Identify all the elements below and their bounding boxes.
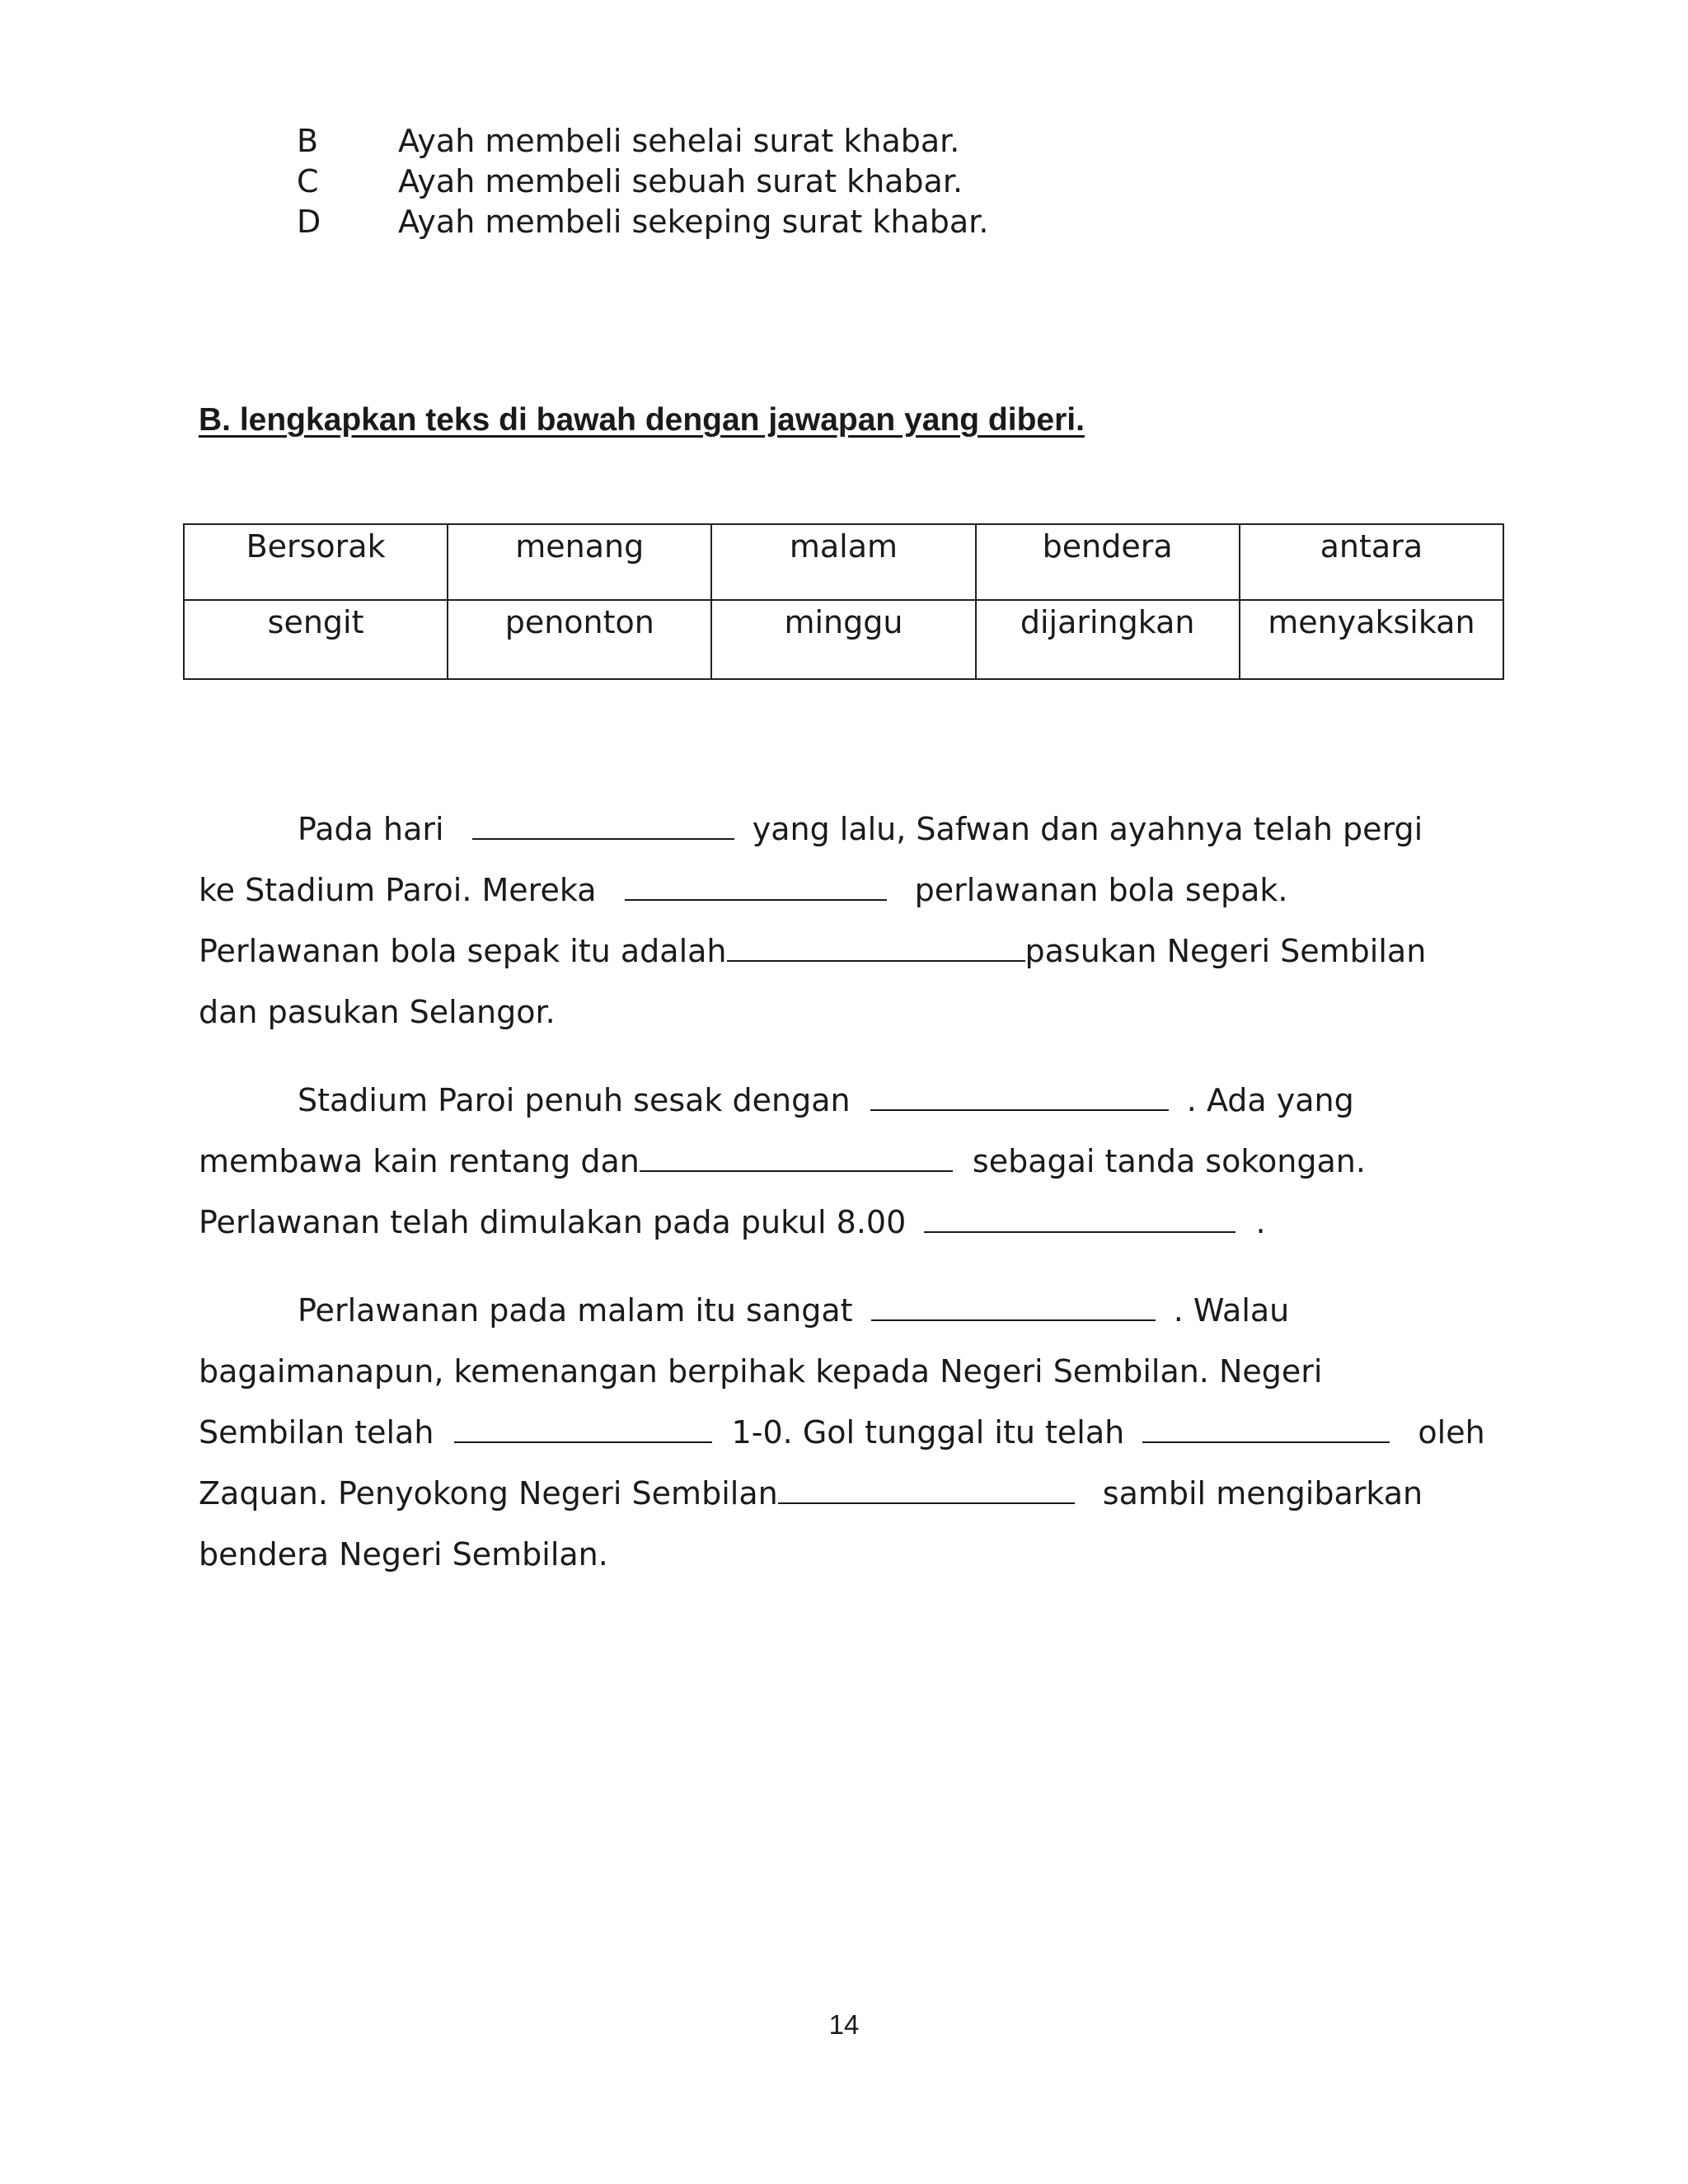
word-bank-cell: penonton (448, 600, 711, 679)
passage-line (199, 1192, 1517, 1253)
passage-line (199, 982, 1517, 1043)
passage-paragraph-2 (199, 1070, 1517, 1253)
passage-text: bagaimanapun, kemenangan berpihak kepada Negeri Sembilan. Negeri (199, 1353, 1323, 1390)
passage-line (199, 860, 1517, 921)
passage-text: sebagai tanda sokongan. (972, 1143, 1366, 1179)
passage-text: Stadium Paroi penuh sesak dengan (298, 1082, 851, 1118)
answer-blank[interactable] (1142, 1417, 1390, 1443)
passage-text: Perlawanan pada malam itu sangat (298, 1292, 853, 1329)
passage-text: . Ada yang (1186, 1082, 1354, 1118)
passage-text: Sembilan telah (199, 1414, 434, 1451)
word-bank-cell: menang (448, 524, 711, 600)
passage-text: . (1255, 1204, 1266, 1240)
answer-blank[interactable] (778, 1478, 1075, 1504)
passage-text: Perlawanan telah dimulakan pada pukul 8.00 (199, 1204, 907, 1240)
word-bank-cell: minggu (711, 600, 975, 679)
passage-text: membawa kain rentang dan (199, 1143, 640, 1179)
passage-line (199, 1524, 1517, 1585)
word-bank-cell: sengit (184, 600, 448, 679)
passage-text: ke Stadium Paroi. Mereka (199, 872, 597, 908)
passage-text: bendera Negeri Sembilan. (199, 1536, 608, 1572)
word-bank-cell: malam (711, 524, 975, 600)
answer-blank[interactable] (472, 813, 734, 840)
answer-options (297, 121, 988, 242)
word-bank-row (184, 600, 1503, 679)
option-letter: C (297, 163, 319, 199)
option-text: Ayah membeli sebuah surat khabar. (398, 163, 964, 199)
word-bank-cell: Bersorak (184, 524, 448, 600)
section-heading: B. lengkapkan teks di bawah dengan jawapan yang diberi. (199, 402, 1085, 438)
passage-text: Perlawanan bola sepak itu adalah (199, 933, 727, 969)
passage-text: . Walau (1173, 1292, 1290, 1329)
answer-blank[interactable] (727, 935, 1025, 962)
word-bank-cell: antara (1240, 524, 1503, 600)
passage-line (199, 1070, 1517, 1131)
option-c (297, 162, 988, 202)
passage-text: Pada hari (298, 811, 444, 847)
passage-paragraph-1 (199, 799, 1517, 1043)
passage-line (199, 1463, 1517, 1524)
word-bank-table (183, 523, 1504, 680)
passage-text: oleh (1418, 1414, 1485, 1451)
option-letter: D (297, 204, 321, 240)
word-bank-cell: bendera (976, 524, 1240, 600)
option-b (297, 121, 988, 162)
passage-text: dan pasukan Selangor. (199, 994, 556, 1030)
passage-line (199, 1341, 1517, 1402)
passage-line (199, 1280, 1517, 1341)
passage-text: pasukan Negeri Sembilan (1025, 933, 1427, 969)
word-bank-row (184, 524, 1503, 600)
option-letter: B (297, 123, 319, 159)
option-d (297, 202, 988, 242)
word-bank-cell: menyaksikan (1240, 600, 1503, 679)
answer-blank[interactable] (640, 1146, 953, 1172)
option-text: Ayah membeli sekeping surat khabar. (398, 204, 989, 240)
passage-text: 1-0. Gol tunggal itu telah (731, 1414, 1125, 1451)
answer-blank[interactable] (924, 1207, 1236, 1233)
page-number: 14 (828, 2009, 860, 2040)
passage-text: sambil mengibarkan (1102, 1475, 1423, 1511)
answer-blank[interactable] (454, 1417, 712, 1443)
passage-line (199, 1131, 1517, 1192)
passage-line (199, 1402, 1517, 1463)
word-bank-cell: dijaringkan (976, 600, 1240, 679)
answer-blank[interactable] (870, 1085, 1169, 1111)
passage-text: Zaquan. Penyokong Negeri Sembilan (199, 1475, 778, 1511)
passage-line (199, 799, 1517, 860)
option-text: Ayah membeli sehelai surat khabar. (398, 123, 960, 159)
answer-blank[interactable] (625, 874, 887, 901)
passage-text: perlawanan bola sepak. (914, 872, 1288, 908)
passage-text: yang lalu, Safwan dan ayahnya telah pergi (752, 811, 1423, 847)
passage-line (199, 921, 1517, 982)
passage-paragraph-3 (199, 1280, 1517, 1585)
answer-blank[interactable] (871, 1295, 1156, 1321)
